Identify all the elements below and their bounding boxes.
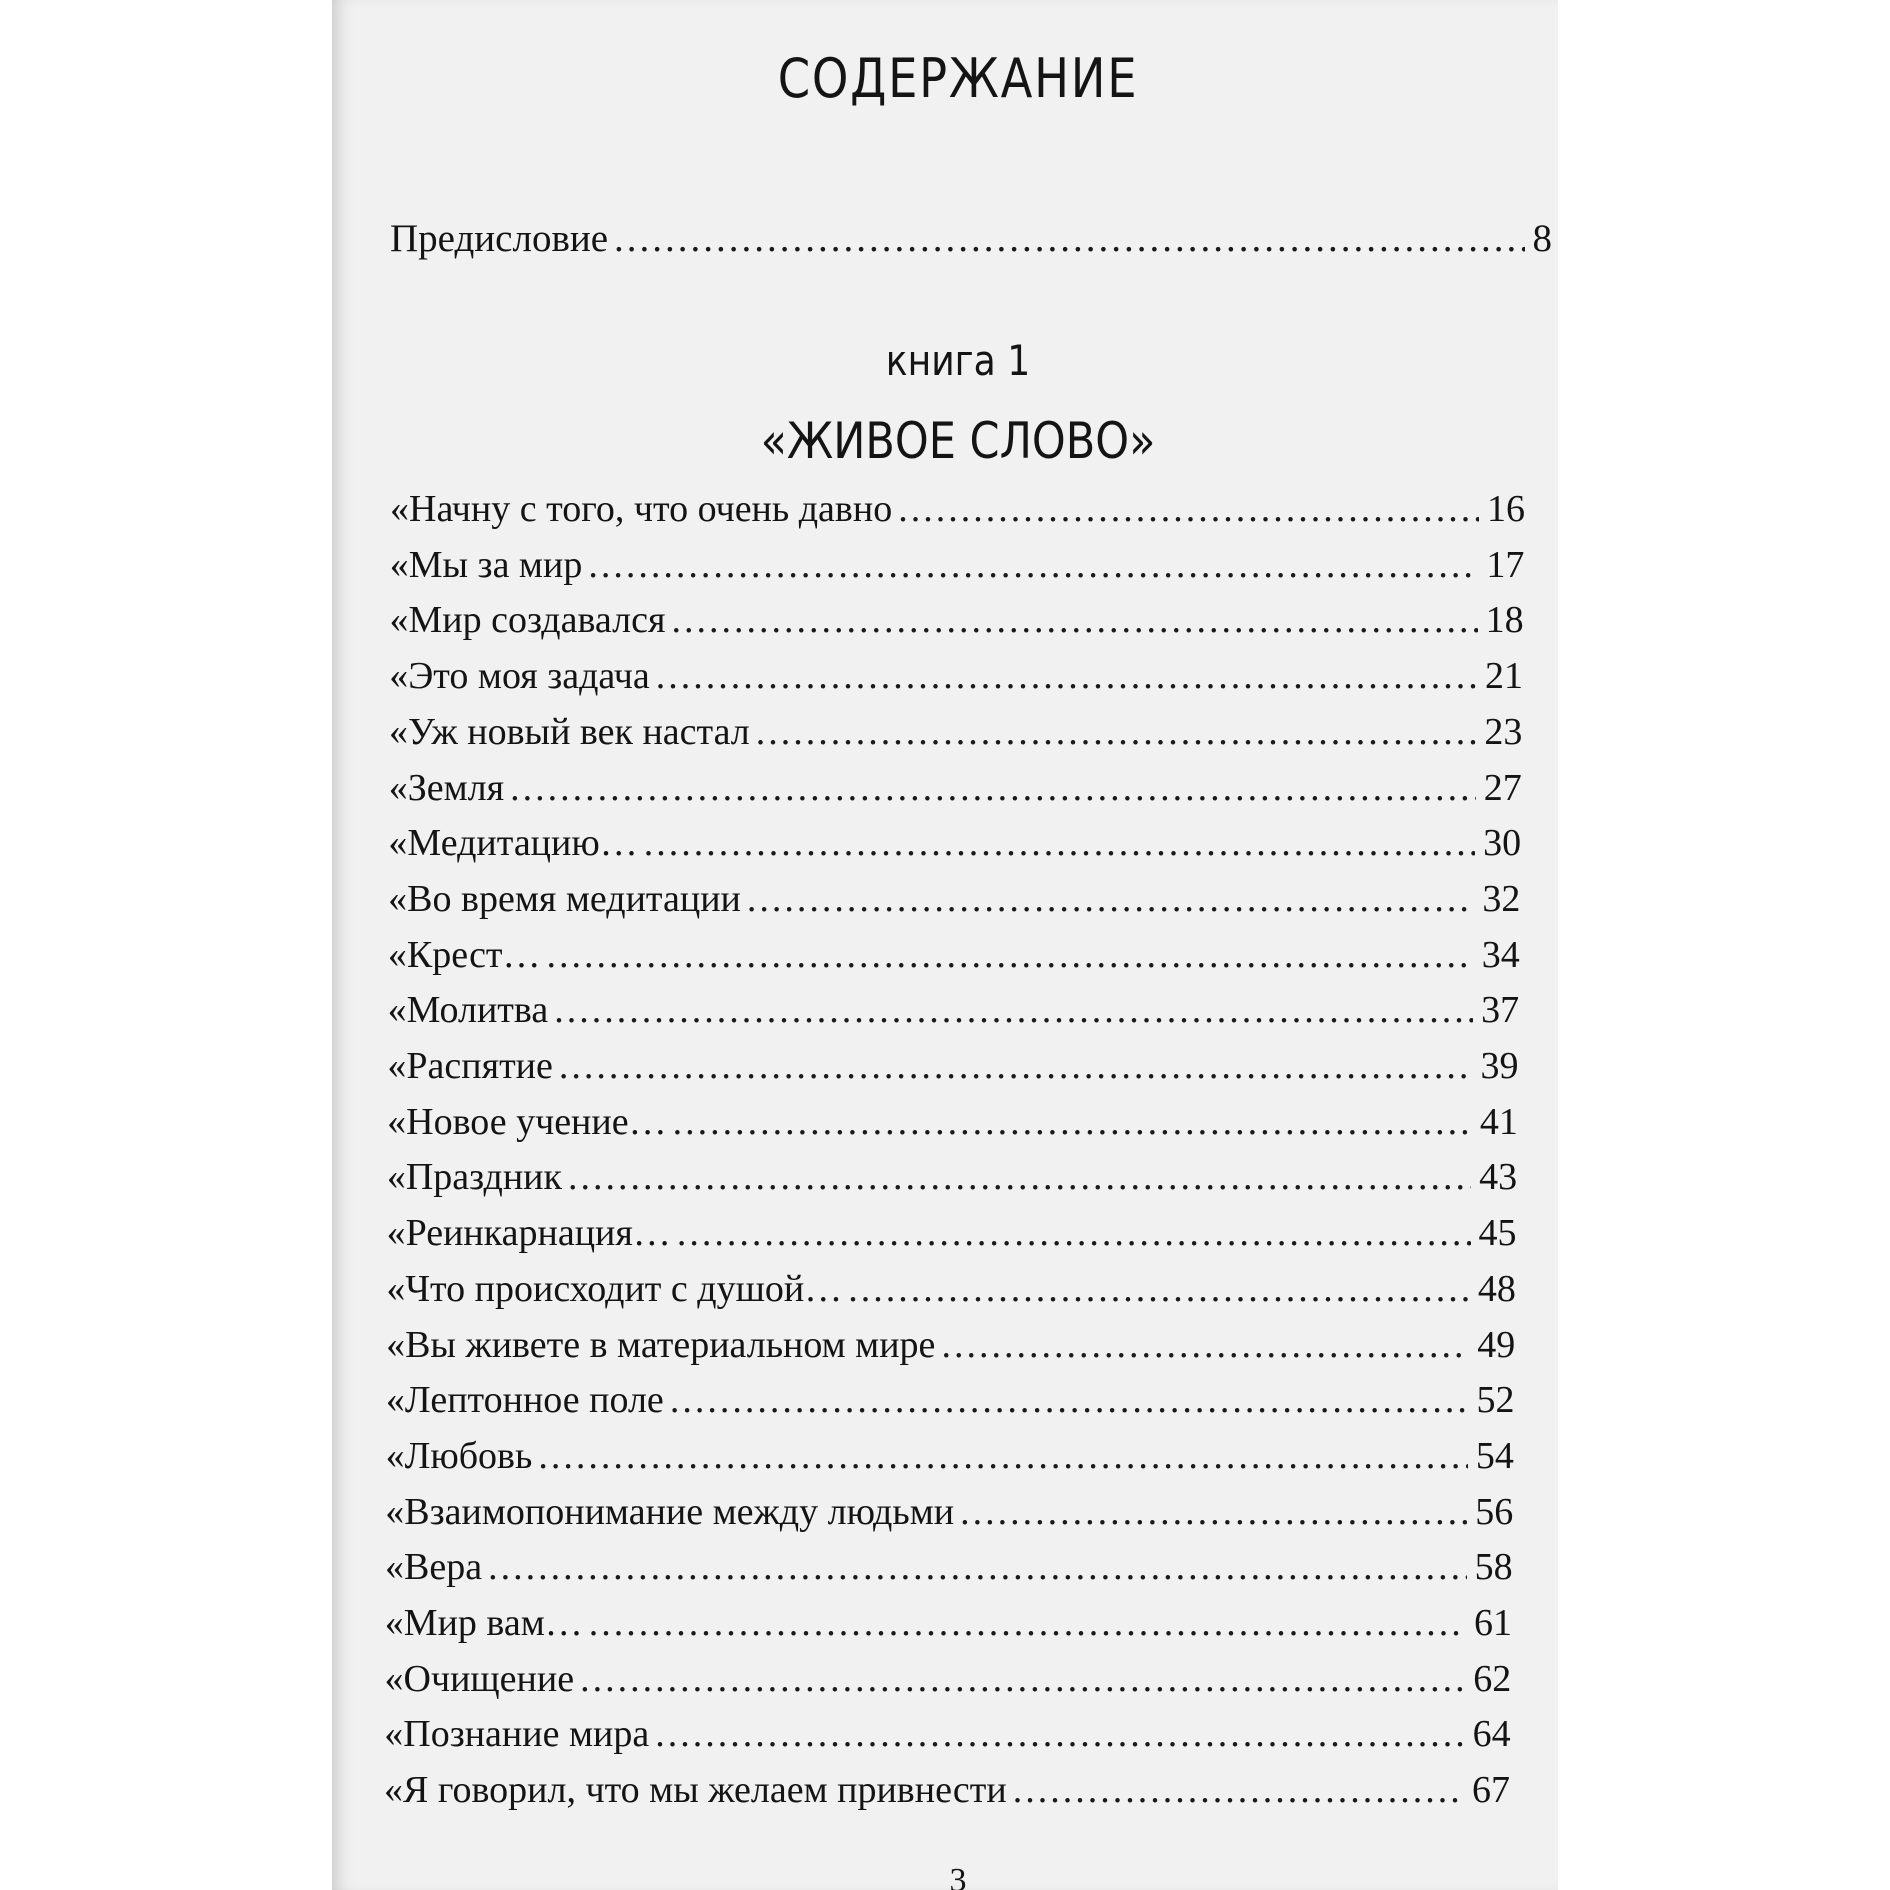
book-title: «ЖИВОЕ СЛОВО» — [760, 412, 1156, 470]
toc-entry — [384, 1767, 1510, 1813]
toc-entry — [386, 1433, 1514, 1479]
dot-leader — [747, 876, 1475, 922]
dot-leader — [656, 653, 1477, 699]
dot-leader — [671, 597, 1477, 643]
toc-entry-page: 61 — [1473, 1602, 1512, 1644]
toc-entry-label: «Что происходит с душой… — [386, 1267, 843, 1310]
toc-entry-label: «Познание мира — [384, 1713, 650, 1756]
dot-leader — [554, 987, 1473, 1033]
toc-entry-label: «Начну с того, что очень давно — [390, 488, 893, 530]
toc-entry-page: 17 — [1486, 543, 1525, 586]
toc-entry-page: 27 — [1483, 766, 1522, 809]
toc-entry — [388, 987, 1519, 1033]
dot-leader — [589, 1600, 1466, 1646]
toc-entry-page: 67 — [1472, 1769, 1510, 1812]
toc-entry-page: 64 — [1472, 1713, 1511, 1756]
toc-entry-page: 30 — [1483, 822, 1522, 865]
toc-entry-label: «Крест… — [387, 933, 541, 976]
toc-entry-page: 52 — [1476, 1379, 1515, 1422]
toc-entry — [390, 486, 1525, 532]
toc-entry-label: «Вера — [385, 1546, 483, 1589]
toc-entry-label: «Мир вам… — [384, 1602, 583, 1644]
toc-entry — [386, 1377, 1515, 1423]
toc-entry — [385, 1544, 1513, 1590]
dot-leader — [510, 765, 1476, 811]
toc-entry — [387, 1210, 1517, 1256]
toc-entry-page: 49 — [1477, 1323, 1516, 1366]
toc-entry-label: «Это моя задача — [389, 655, 650, 698]
toc-entry — [388, 876, 1520, 922]
toc-entry — [385, 1489, 1513, 1535]
dot-leader — [941, 1322, 1469, 1368]
toc-entry — [388, 932, 1520, 978]
toc-entry — [389, 597, 1523, 643]
dot-leader — [568, 1154, 1471, 1200]
toc-entry-page: 45 — [1478, 1212, 1517, 1255]
dot-leader — [898, 486, 1479, 532]
toc-entry-label: «Новое учение… — [387, 1100, 667, 1143]
dot-leader — [960, 1489, 1467, 1535]
toc-entry — [385, 1656, 1512, 1702]
toc-entry-label: «Земля — [388, 766, 505, 809]
toc-entry-page: 48 — [1477, 1267, 1516, 1310]
toc-entry-label: «Молитва — [387, 989, 549, 1032]
toc-entry-label: «Взаимопонимание между людьми — [385, 1490, 955, 1533]
toc-entry — [384, 1711, 1510, 1757]
toc-entry — [389, 709, 1522, 755]
toc-entry — [387, 1099, 1518, 1145]
toc-entry-label: «Любовь — [385, 1434, 533, 1477]
toc-entry-label: «Реинкарнация… — [386, 1212, 671, 1255]
dot-leader — [559, 1043, 1473, 1089]
toc-entry-preface — [390, 216, 1552, 261]
toc-entry-label: «Мы за мир — [389, 543, 583, 586]
dot-leader — [538, 1433, 1468, 1479]
toc-entry-label: «Во время медитации — [388, 877, 741, 920]
toc-entry — [388, 820, 1521, 866]
page-number: 3 — [949, 1862, 967, 1890]
toc-entry-page: 18 — [1485, 599, 1524, 642]
dot-leader — [848, 1266, 1470, 1312]
toc-entry-page: 43 — [1479, 1156, 1518, 1199]
toc-entry-label: «Я говорил, что мы желаем привнести — [384, 1769, 1007, 1812]
contents-heading: СОДЕРЖАНИЕ — [777, 47, 1139, 110]
toc-entry-page: 23 — [1484, 710, 1523, 753]
toc-entry-page: 21 — [1485, 655, 1524, 698]
toc-entry — [390, 542, 1525, 588]
toc-entry-label: Предисловие — [390, 217, 609, 260]
dot-leader — [655, 1711, 1464, 1757]
toc-entry — [386, 1322, 1515, 1368]
dot-leader — [488, 1544, 1466, 1590]
toc-entry-page: 32 — [1482, 877, 1521, 920]
toc-entry-page: 41 — [1479, 1100, 1518, 1143]
book-number-label: книга 1 — [885, 336, 1031, 385]
toc-entry — [385, 1600, 1512, 1646]
dot-leader — [547, 932, 1474, 978]
dot-leader — [644, 820, 1475, 866]
toc-entry-label: «Праздник — [386, 1156, 562, 1199]
toc-entry-label: «Очищение — [384, 1657, 575, 1700]
toc-entry-page: 16 — [1487, 488, 1525, 530]
toc-entry-label: «Уж новый век настал — [388, 710, 750, 753]
toc-entry-label: «Мир создавался — [389, 599, 666, 642]
toc-entry — [389, 765, 1522, 811]
toc-entry — [386, 1266, 1516, 1312]
toc-entry-label: «Вы живете в материальном мире — [386, 1323, 936, 1366]
toc-entry-page: 8 — [1532, 217, 1552, 260]
toc-entry-label: «Медитацию… — [388, 822, 638, 865]
toc-entry-page: 37 — [1481, 989, 1520, 1032]
toc-entry-page: 58 — [1474, 1546, 1513, 1589]
toc-entry-page: 34 — [1481, 933, 1520, 976]
toc-entry-page: 56 — [1475, 1490, 1514, 1533]
toc-entry — [387, 1154, 1517, 1200]
toc-entry-label: «Лептонное поле — [385, 1379, 664, 1422]
toc-entry-page: 62 — [1473, 1657, 1512, 1700]
toc-entry-label: «Распятие — [387, 1045, 553, 1087]
book-page — [332, 0, 1558, 1890]
dot-leader — [580, 1656, 1465, 1702]
dot-leader — [677, 1210, 1471, 1256]
dot-leader — [614, 216, 1524, 261]
dot-leader — [1013, 1767, 1464, 1813]
toc-entry — [389, 653, 1523, 699]
toc-entry — [387, 1043, 1518, 1089]
dot-leader — [673, 1099, 1472, 1145]
dot-leader — [588, 542, 1478, 588]
toc-entry-page: 39 — [1480, 1045, 1519, 1087]
dot-leader — [670, 1377, 1469, 1423]
dot-leader — [756, 709, 1477, 755]
toc-entry-page: 54 — [1475, 1434, 1514, 1477]
